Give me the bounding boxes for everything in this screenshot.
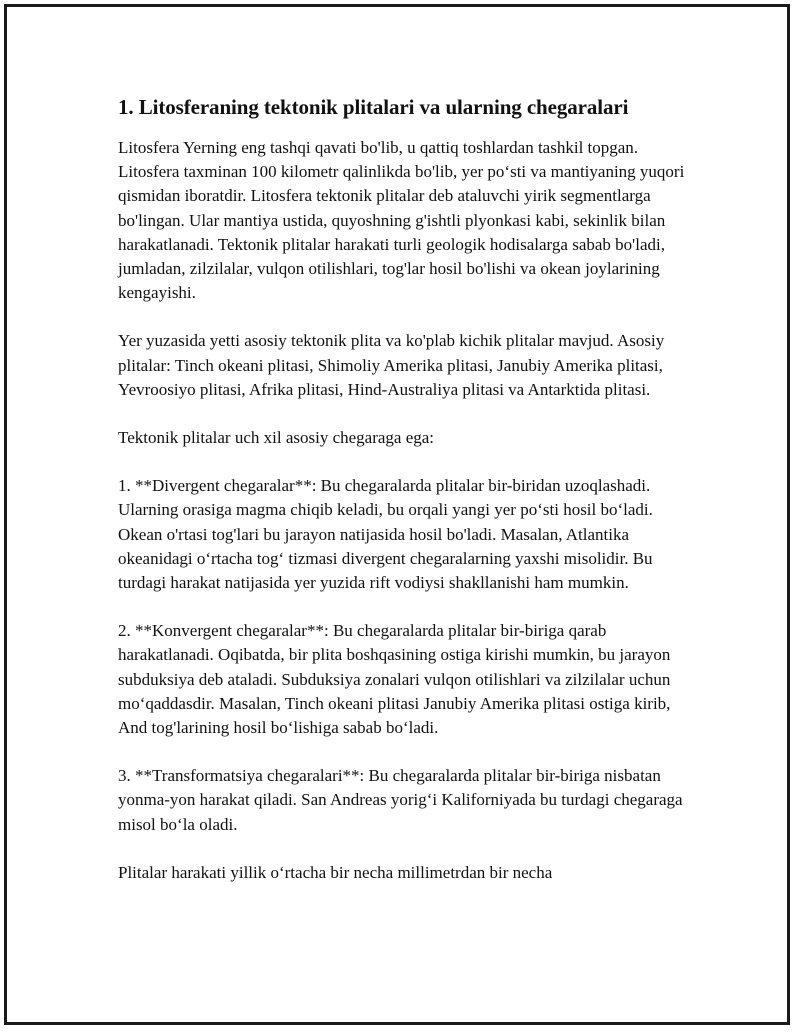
paragraph-main-plates: Yer yuzasida yetti asosiy tektonik plita va ko'plab kichik plitalar mavjud. Asosiy plitalar: Tinch okeani plitasi, Shimoliy Amerika plitasi, Janubiy Amerika plitasi, Yevroosiyo plitasi, Afrika plitasi, Hind-Australiya plitasi va Antarktida plitasi. <box>118 331 665 399</box>
paragraph-transform: 3. **Transformatsiya chegaralari**: Bu chegaralarda plitalar bir-biriga nisbatan yonma-yon harakat qiladi. San Andreas yorig‘i Kaliforniyada bu turdagi chegaraga misol bo‘la oladi. <box>118 766 683 834</box>
paragraph-boundary-types: Tektonik plitalar uch xil asosiy chegaraga ega: <box>118 428 435 448</box>
document-title: 1. Litosferaning tektonik plitalari va ularning chegaralari <box>118 95 629 119</box>
paragraph-convergent: 2. **Konvergent chegaralar**: Bu chegaralarda plitalar bir-biriga qarab harakatlanadi. Oqibatda, bir plita boshqasining ostiga kirishi mumkin, bu jarayon subduksiya deb ataladi. Subduksiya zonalari vulqon otilishlari va zilzilalar uchun mo‘qaddasdir. Masalan, Tinch okeani plitasi Janubiy Amerika plitasi ostiga kirib, And tog'larining hosil bo‘lishiga sabab bo‘ladi. <box>118 621 671 738</box>
paragraph-divergent: 1. **Divergent chegaralar**: Bu chegaralarda plitalar bir-biridan uzoqlashadi. Ularning orasiga magma chiqib keladi, bu orqali yangi yer po‘sti hosil bo‘ladi. Okean o'rtasi tog'lari bu jarayon natijasida hosil bo'ladi. Masalan, Atlantika okeanidagi o‘rtacha tog‘ tizmasi divergent chegaralarning yaxshi misolidir. Bu turdagi harakat natijasida yer yuzida rift vodiysi shakllanishi ham mumkin. <box>118 476 653 593</box>
paragraph-plate-speed: Plitalar harakati yillik o‘rtacha bir necha millimetrdan bir necha <box>118 862 553 882</box>
paragraph-intro: Litosfera Yerning eng tashqi qavati bo'lib, u qattiq toshlardan tashkil topgan. Litosfera taxminan 100 kilometr qalinlikda bo'lib, yer po‘sti va mantiyaning yuqori qismidan iboratdir. Litosfera tektonik plitalar deb ataluvchi yirik segmentlarga bo'lingan. Ular mantiya ustida, quyoshning g'ishtli plyonkasi kabi, sekinlik bilan harakatlanadi. Tektonik plitalar harakati turli geologik hodisalarga sabab bo'ladi, jumladan, zilzilalar, vulqon otilishlari, tog'lar hosil bo'lishi va okean joylarining kengayishi. <box>118 138 685 303</box>
document-body <box>118 92 698 909</box>
